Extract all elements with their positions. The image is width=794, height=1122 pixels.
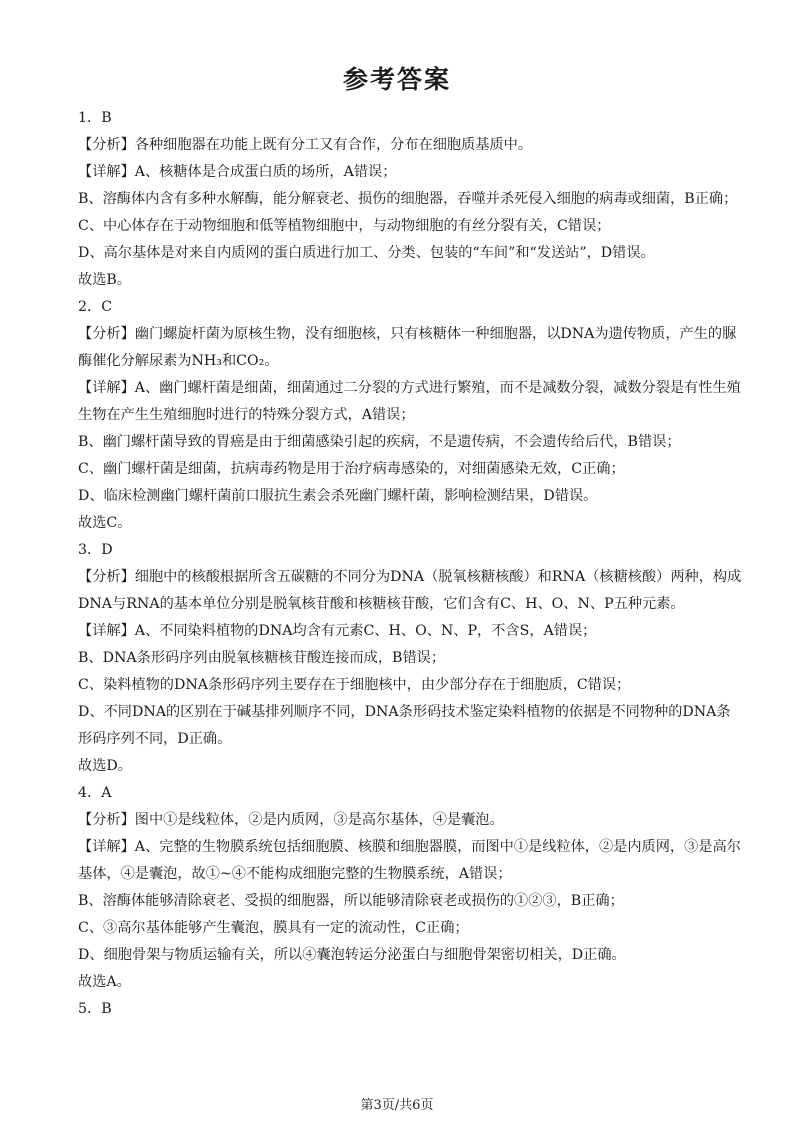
text-line: D、不同DNA的区别在于碱基排列顺序不同，DNA条形码技术鉴定染料植物的依据是不同物种的DNA条 xyxy=(78,704,731,720)
text-line: 2．C xyxy=(78,299,113,315)
text-line: 【详解】A、核糖体是合成蛋白质的场所，A错误； xyxy=(78,164,397,180)
text-line: 酶催化分解尿素为NH₃和CO₂。 xyxy=(78,353,279,369)
page-footer: 第3页/共6页 xyxy=(360,1098,434,1113)
text-line: D、细胞骨架与物质运输有关，所以④囊泡转运分泌蛋白与细胞骨架密切相关，D正确。 xyxy=(78,947,626,963)
text-line: D、高尔基体是对来自内质网的蛋白质进行加工、分类、包装的“车间”和“发送站”，D错误。 xyxy=(78,245,655,261)
text-line: 5．B xyxy=(78,1001,112,1017)
text-line: 【详解】A、不同染料植物的DNA均含有元素C、H、O、N、P，不含S，A错误； xyxy=(78,623,597,639)
text-line: C、中心体存在于动物细胞和低等植物细胞中，与动物细胞的有丝分裂有关，C错误； xyxy=(78,218,611,234)
text-line: 【分析】幽门螺旋杆菌为原核生物，没有细胞核，只有核糖体一种细胞器，以DNA为遗传物质，产生的脲 xyxy=(78,326,737,342)
text-line: 【详解】A、幽门螺杆菌是细菌，细菌通过二分裂的方式进行繁殖，而不是减数分裂，减数分裂是有性生殖 xyxy=(78,380,741,396)
text-line: B、溶酶体能够清除衰老、受损的细胞器，所以能够清除衰老或损伤的①②③，B正确； xyxy=(78,893,624,909)
text-line: 1．B xyxy=(78,110,112,126)
text-line: B、溶酶体内含有多种水解酶，能分解衰老、损伤的细胞器，吞噬并杀死侵入细胞的病毒或细菌，B正确； xyxy=(78,191,738,207)
text-line: 基体，④是囊泡，故①~④不能构成细胞完整的生物膜系统，A错误； xyxy=(78,866,512,882)
text-line: 【详解】A、完整的生物膜系统包括细胞膜、核膜和细胞器膜，而图中①是线粒体，②是内质网，③是高尔 xyxy=(78,839,741,855)
text-line: C、③高尔基体能够产生囊泡，膜具有一定的流动性，C正确； xyxy=(78,920,469,936)
text-line: 故选A。 xyxy=(78,974,131,990)
text-line: D、临床检测幽门螺杆菌前口服抗生素会杀死幽门螺杆菌，影响检测结果，D错误。 xyxy=(78,488,598,504)
text-line: C、染料植物的DNA条形码序列主要存在于细胞核中，由少部分存在于细胞质，C错误； xyxy=(78,677,631,693)
page-title: 参考答案 xyxy=(342,65,451,94)
text-line: C、幽门螺杆菌是细菌，抗病毒药物是用于治疗病毒感染的，对细菌感染无效，C正确； xyxy=(78,461,625,477)
text-line: 4．A xyxy=(78,785,112,801)
text-line: 故选B。 xyxy=(78,272,131,288)
text-line: 3．D xyxy=(78,542,113,558)
text-line: 故选C。 xyxy=(78,515,132,531)
text-line: 故选D。 xyxy=(78,758,132,774)
answer-body xyxy=(78,105,742,1023)
text-line: 【分析】细胞中的核酸根据所含五碳糖的不同分为DNA（脱氧核糖核酸）和RNA（核糖核酸）两种，构成 xyxy=(78,569,742,585)
text-line: 形码序列不同，D正确。 xyxy=(78,731,232,747)
text-line: B、DNA条形码序列由脱氧核糖核苷酸连接而成，B错误； xyxy=(78,650,446,666)
text-line: 【分析】图中①是线粒体，②是内质网，③是高尔基体，④是囊泡。 xyxy=(78,812,504,828)
text-line: 生物在产生生殖细胞时进行的特殊分裂方式，A错误； xyxy=(78,407,415,423)
text-line: B、幽门螺杆菌导致的胃癌是由于细菌感染引起的疾病，不是遗传病，不会遗传给后代，B错误； xyxy=(78,434,681,450)
text-line: 【分析】各种细胞器在功能上既有分工又有合作，分布在细胞质基质中。 xyxy=(78,137,533,153)
text-line: DNA与RNA的基本单位分别是脱氧核苷酸和核糖核苷酸，它们含有C、H、O、N、P五种元素。 xyxy=(78,596,685,612)
